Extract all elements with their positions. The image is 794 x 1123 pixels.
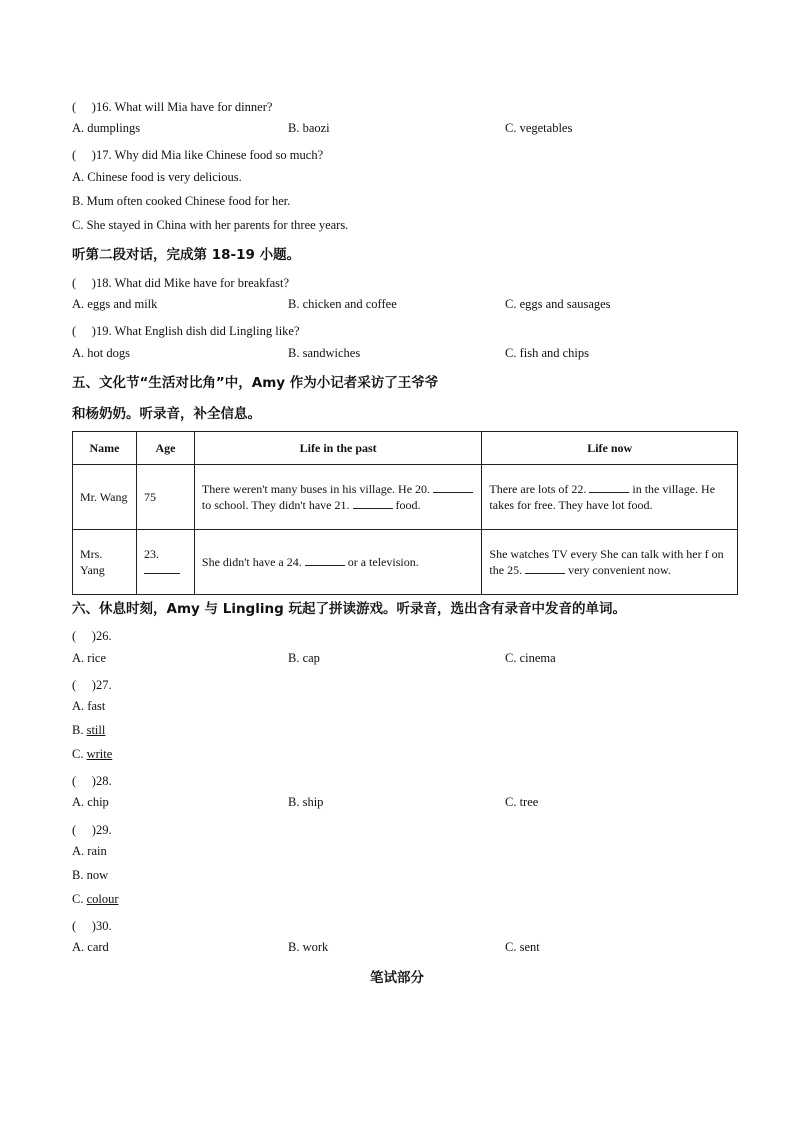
option-b: B. cap bbox=[288, 651, 320, 665]
answer-blank-22[interactable] bbox=[589, 481, 629, 493]
option-a: A. Chinese food is very delicious. bbox=[72, 170, 242, 184]
option-c bbox=[72, 892, 119, 907]
option-c: C. vegetables bbox=[505, 121, 573, 135]
option-a: A. card bbox=[72, 940, 109, 954]
cell-name: Mrs. Yang bbox=[73, 530, 137, 595]
option-b bbox=[72, 723, 105, 738]
column-header-past: Life in the past bbox=[194, 432, 481, 465]
option-prefix: C. bbox=[72, 892, 87, 906]
option-b: B. Mum often cooked Chinese food for her. bbox=[72, 194, 291, 208]
table-header-row bbox=[73, 432, 738, 465]
answer-blank-25[interactable] bbox=[525, 562, 565, 574]
question-30-stem: ( )30. bbox=[72, 919, 112, 933]
cell-text: in the village. He takes for free. They have lot food. bbox=[489, 482, 716, 512]
option-b: B. work bbox=[288, 940, 329, 954]
question-19-stem: ( )19. What English dish did Lingling like? bbox=[72, 324, 300, 338]
option-a: A. dumplings bbox=[72, 121, 141, 135]
option-c: C. tree bbox=[505, 795, 539, 809]
option-a: A. rice bbox=[72, 651, 107, 665]
section-6-heading: 六、休息时刻，Amy 与 Lingling 玩起了拼读游戏。听录音，选出含有录音中发音的单词。 bbox=[72, 601, 626, 617]
cell-now bbox=[482, 465, 738, 530]
cell-text: There weren't many buses in his village. He 20. bbox=[201, 482, 431, 496]
cell-past bbox=[194, 530, 481, 595]
column-header-name: Name bbox=[73, 432, 137, 465]
option-prefix: B. bbox=[72, 723, 87, 737]
cell-text: food. bbox=[395, 498, 421, 512]
option-a: A. hot dogs bbox=[72, 346, 130, 360]
option-c: C. cinema bbox=[505, 651, 556, 665]
option-word: still bbox=[86, 723, 106, 737]
option-word: colour bbox=[86, 892, 119, 906]
option-c: C. eggs and sausages bbox=[505, 297, 611, 311]
cell-age: 75 bbox=[136, 465, 194, 530]
answer-blank-24[interactable] bbox=[305, 554, 345, 566]
answer-blank-23[interactable] bbox=[144, 562, 180, 574]
section-heading-dialog-2: 听第二段对话，完成第 18-19 小题。 bbox=[72, 247, 301, 263]
answer-blank-20[interactable] bbox=[433, 481, 473, 493]
option-b: B. ship bbox=[288, 795, 324, 809]
table-row-mrs-yang bbox=[73, 530, 738, 595]
cell-text: She didn't have a 24. bbox=[201, 555, 302, 569]
written-section-title: 笔试部分 bbox=[370, 970, 424, 986]
option-c bbox=[72, 747, 112, 762]
option-a: A. rain bbox=[72, 844, 107, 858]
cell-text: She watches TV every She can talk with her f on the 25. bbox=[489, 547, 724, 577]
section-5-heading-line-2: 和杨奶奶。听录音，补全信息。 bbox=[72, 406, 261, 422]
cell-text: There are lots of 22. bbox=[489, 482, 587, 496]
option-prefix: C. bbox=[72, 747, 87, 761]
option-a: A. chip bbox=[72, 795, 109, 809]
option-b: B. chicken and coffee bbox=[288, 297, 397, 311]
option-c: C. She stayed in China with her parents for three years. bbox=[72, 218, 349, 232]
option-b: B. baozi bbox=[288, 121, 330, 135]
cell-name: Mr. Wang bbox=[73, 465, 137, 530]
answer-blank-21[interactable] bbox=[353, 497, 393, 509]
table-row-mr-wang bbox=[73, 465, 738, 530]
cell-text: to school. They didn't have 21. bbox=[201, 498, 350, 512]
question-16-stem: ( )16. What will Mia have for dinner? bbox=[72, 100, 273, 114]
interview-table bbox=[72, 431, 738, 595]
cell-now bbox=[482, 530, 738, 595]
option-b: B. sandwiches bbox=[288, 346, 361, 360]
question-28-stem: ( )28. bbox=[72, 774, 112, 788]
question-27-stem: ( )27. bbox=[72, 678, 112, 692]
question-17-stem: ( )17. Why did Mia like Chinese food so much? bbox=[72, 148, 324, 162]
question-18-stem: ( )18. What did Mike have for breakfast? bbox=[72, 276, 290, 290]
question-29-stem: ( )29. bbox=[72, 823, 112, 837]
cell-past bbox=[194, 465, 481, 530]
option-c: C. sent bbox=[505, 940, 540, 954]
cell-text: or a television. bbox=[347, 555, 419, 569]
option-c: C. fish and chips bbox=[505, 346, 590, 360]
option-b: B. now bbox=[72, 868, 109, 882]
section-5-heading-line-1: 五、文化节“生活对比角”中，Amy 作为小记者采访了王爷爷 bbox=[72, 375, 439, 391]
cell-age bbox=[136, 530, 194, 595]
option-a: A. eggs and milk bbox=[72, 297, 158, 311]
column-header-age: Age bbox=[136, 432, 194, 465]
cell-text: 23. bbox=[143, 547, 159, 561]
question-26-stem: ( )26. bbox=[72, 629, 112, 643]
option-word: write bbox=[86, 747, 113, 761]
column-header-now: Life now bbox=[482, 432, 738, 465]
cell-text: very convenient now. bbox=[568, 563, 671, 577]
option-a: A. fast bbox=[72, 699, 106, 713]
